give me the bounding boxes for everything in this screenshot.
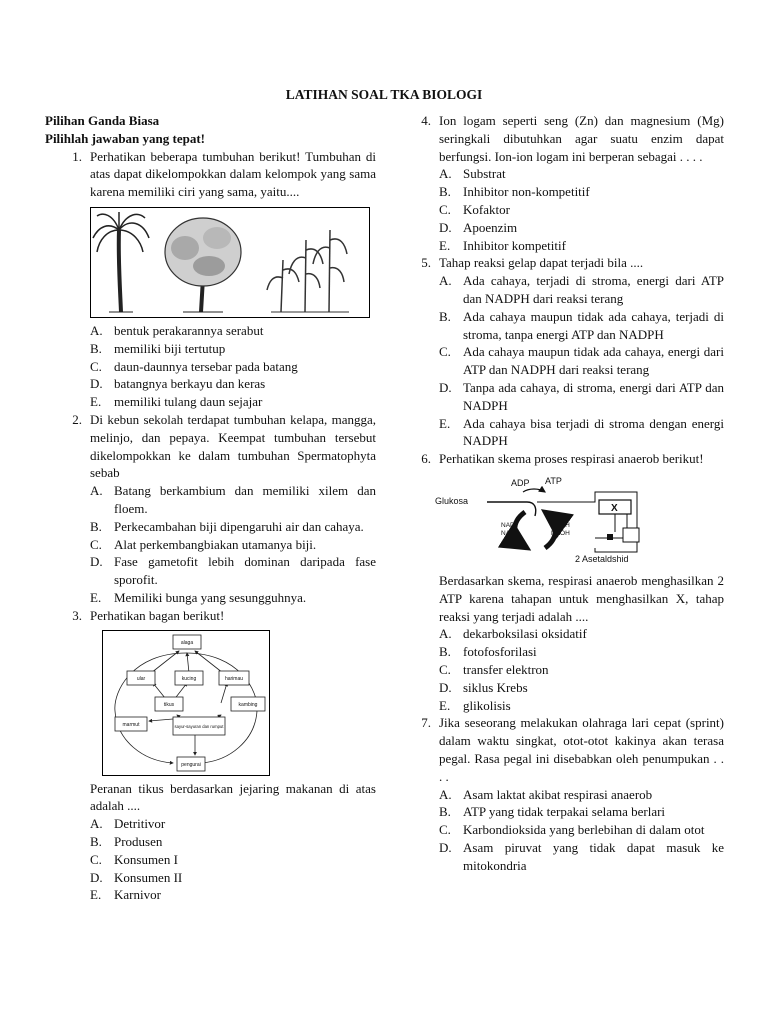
node-ular: ular (136, 675, 146, 682)
option-a[interactable]: A. dekarboksilasi oksidatif (439, 626, 587, 642)
option-c[interactable]: C. transfer elektron (439, 661, 549, 677)
right-column (411, 112, 724, 874)
label-nadh-1: NAOH (551, 521, 570, 529)
question-7 (411, 714, 724, 874)
option-a[interactable]: A. Batang berkambium dan memiliki xilem dan floem. (90, 483, 376, 516)
corn-plants-icon (267, 230, 349, 312)
question-text: Perhatikan beberapa tumbuhan berikut! Tumbuhan di atas dapat dikelompokkan dalam kelompok yang sama karena memiliki ciri yang sama, yaitu.... (90, 148, 376, 200)
question-6 (411, 450, 724, 714)
option-c[interactable]: C. Ada cahaya maupun tidak ada cahaya, energi dari ATP dan NADPH dari reaksi terang (439, 344, 724, 378)
question-1 (45, 148, 376, 411)
option-c[interactable]: C. Konsumen I (90, 851, 178, 867)
question-number: 3. (72, 607, 82, 623)
option-d[interactable]: D. siklus Krebs (439, 679, 528, 695)
question-2 (45, 411, 376, 607)
option-d[interactable]: D. Asam piruvat yang tidak dapat masuk ke mitokondria (439, 839, 724, 873)
node-sayuran: sayur-sayuran dan rumput (174, 723, 224, 729)
node-tikus: tikus (163, 701, 175, 708)
plants-illustration (91, 208, 369, 317)
label-adp: ADP (511, 477, 530, 488)
label-glukosa: Glukosa (435, 495, 469, 506)
question-text: Di kebun sekolah terdapat tumbuhan kelapa, mangga, melinjo, dan pepaya. Keempat tumbuhan tersebut dikelompokkan ke dalam tumbuhan Spermatophyta sebab (90, 411, 376, 481)
option-e[interactable]: E. glikolisis (439, 697, 511, 713)
option-e[interactable]: E. Memiliki bunga yang sesungguhnya. (90, 589, 307, 605)
palm-tree-icon (93, 212, 149, 312)
option-c[interactable]: C. Alat perkembangbiakan utamanya biji. (90, 536, 317, 552)
question-text: Perhatikan skema proses respirasi anaerob berikut! (439, 451, 704, 467)
option-a[interactable]: A. Detritivor (90, 816, 166, 832)
label-atp: ATP (545, 475, 562, 486)
mango-tree-icon (165, 218, 241, 312)
question-3 (45, 607, 376, 904)
question-text: Perhatikan bagan berikut! (90, 607, 225, 623)
question-number: 6. (421, 451, 431, 467)
plants-figure (90, 207, 370, 318)
option-d[interactable]: D. batangnya berkayu dan keras (90, 376, 266, 392)
page-title: LATIHAN SOAL TKA BIOLOGI (285, 87, 483, 102)
question-text-2: Peranan tikus berdasarkan jejaring makanan di atas adalah .... (90, 780, 376, 814)
food-web-diagram (103, 631, 269, 775)
label-asetaldehid: 2 Asetaldshid (575, 553, 629, 564)
instruction: Pilihlah jawaban yang tepat! (45, 130, 205, 146)
question-number: 7. (421, 715, 431, 731)
left-column (45, 112, 376, 904)
option-b[interactable]: B. Perkecambahan biji dipengaruhi air dan cahaya. (90, 518, 364, 534)
node-marmut: marmut (122, 721, 140, 728)
question-text: Jika seseorang melakukan olahraga lari cepat (sprint) dalam waktu singkat, otot-otot kakinya akan terasa pegal. Rasa pegal ini disebabkan oleh penumpukan . . . . (439, 715, 724, 784)
node-harimau: harimau (224, 675, 244, 682)
section-heading: Pilihan Ganda Biasa (45, 113, 160, 128)
question-5 (411, 254, 724, 450)
option-d[interactable]: D. Apoenzim (439, 219, 518, 235)
option-d[interactable]: D. Konsumen II (90, 869, 183, 885)
respiration-diagram (427, 472, 657, 570)
option-b[interactable]: B. memiliki biji tertutup (90, 340, 226, 356)
option-a[interactable]: A. bentuk perakarannya serabut (90, 322, 264, 338)
option-d[interactable]: D. Fase gametofit lebih dominan daripada fase sporofit. (90, 554, 376, 588)
option-a[interactable]: A. Ada cahaya, terjadi di stroma, energi dari ATP dan NADPH dari reaksi terang (439, 273, 724, 306)
node-pengurai: pengurai (181, 761, 201, 768)
node-kambing: kambing (238, 701, 258, 708)
option-c[interactable]: C. Karbondioksida yang berlebihan di dalam otot (439, 822, 705, 838)
option-a[interactable]: A. Asam laktat akibat respirasi anaerob (439, 786, 653, 802)
option-e[interactable]: E. memiliki tulang daun sejajar (90, 394, 263, 410)
option-b[interactable]: B. Inhibitor non-kompetitif (439, 184, 590, 200)
question-4 (411, 112, 724, 254)
question-number: 2. (72, 411, 82, 427)
option-c[interactable]: C. Kofaktor (439, 201, 510, 217)
label-nad-1: NAD⁺ (501, 521, 519, 529)
label-x: X (611, 502, 618, 514)
label-nad-2: NAD⁺ (501, 529, 519, 537)
respiration-figure (427, 472, 657, 570)
food-web-figure (102, 630, 270, 776)
option-c[interactable]: C. daun-daunnya tersebar pada batang (90, 358, 298, 374)
option-b[interactable]: B. ATP yang tidak terpakai selama berlari (439, 804, 666, 820)
question-number: 5. (421, 255, 431, 271)
question-number: 1. (72, 148, 82, 164)
option-b[interactable]: B. Produsen (90, 833, 163, 849)
question-text: Ion logam seperti seng (Zn) dan magnesium (Mg) seringkali dibutuhkan agar suatu enzim dapat berfungsi. Ion-ion logam ini berperan sebagai . . . . (439, 113, 724, 164)
label-nadh-2: NAOH (551, 529, 570, 537)
option-e[interactable]: E. Ada cahaya bisa terjadi di stroma dengan energi NADPH (439, 415, 724, 449)
option-e[interactable]: E. Karnivor (90, 887, 161, 903)
option-e[interactable]: E. Inhibitor kompetitif (439, 237, 566, 253)
node-kucing: kucing (181, 675, 197, 682)
option-a[interactable]: A. Substrat (439, 166, 506, 182)
option-b[interactable]: B. Ada cahaya maupun tidak ada cahaya, terjadi di stroma, tanpa energi ATP dan NADPH (439, 308, 724, 342)
option-d[interactable]: D. Tanpa ada cahaya, di stroma, energi dari ATP dan NADPH (439, 379, 724, 413)
question-text-2: Berdasarkan skema, respirasi anaerob menghasilkan 2 ATP karena tahapan untuk menghasilkan X, tahap reaksi yang terjadi adalah .... (439, 572, 724, 624)
option-b[interactable]: B. fotofosforilasi (439, 644, 537, 660)
node-alga: alaga (180, 639, 194, 646)
question-text: Tahap reaksi gelap dapat terjadi bila .... (439, 255, 644, 271)
question-number: 4. (421, 113, 431, 128)
